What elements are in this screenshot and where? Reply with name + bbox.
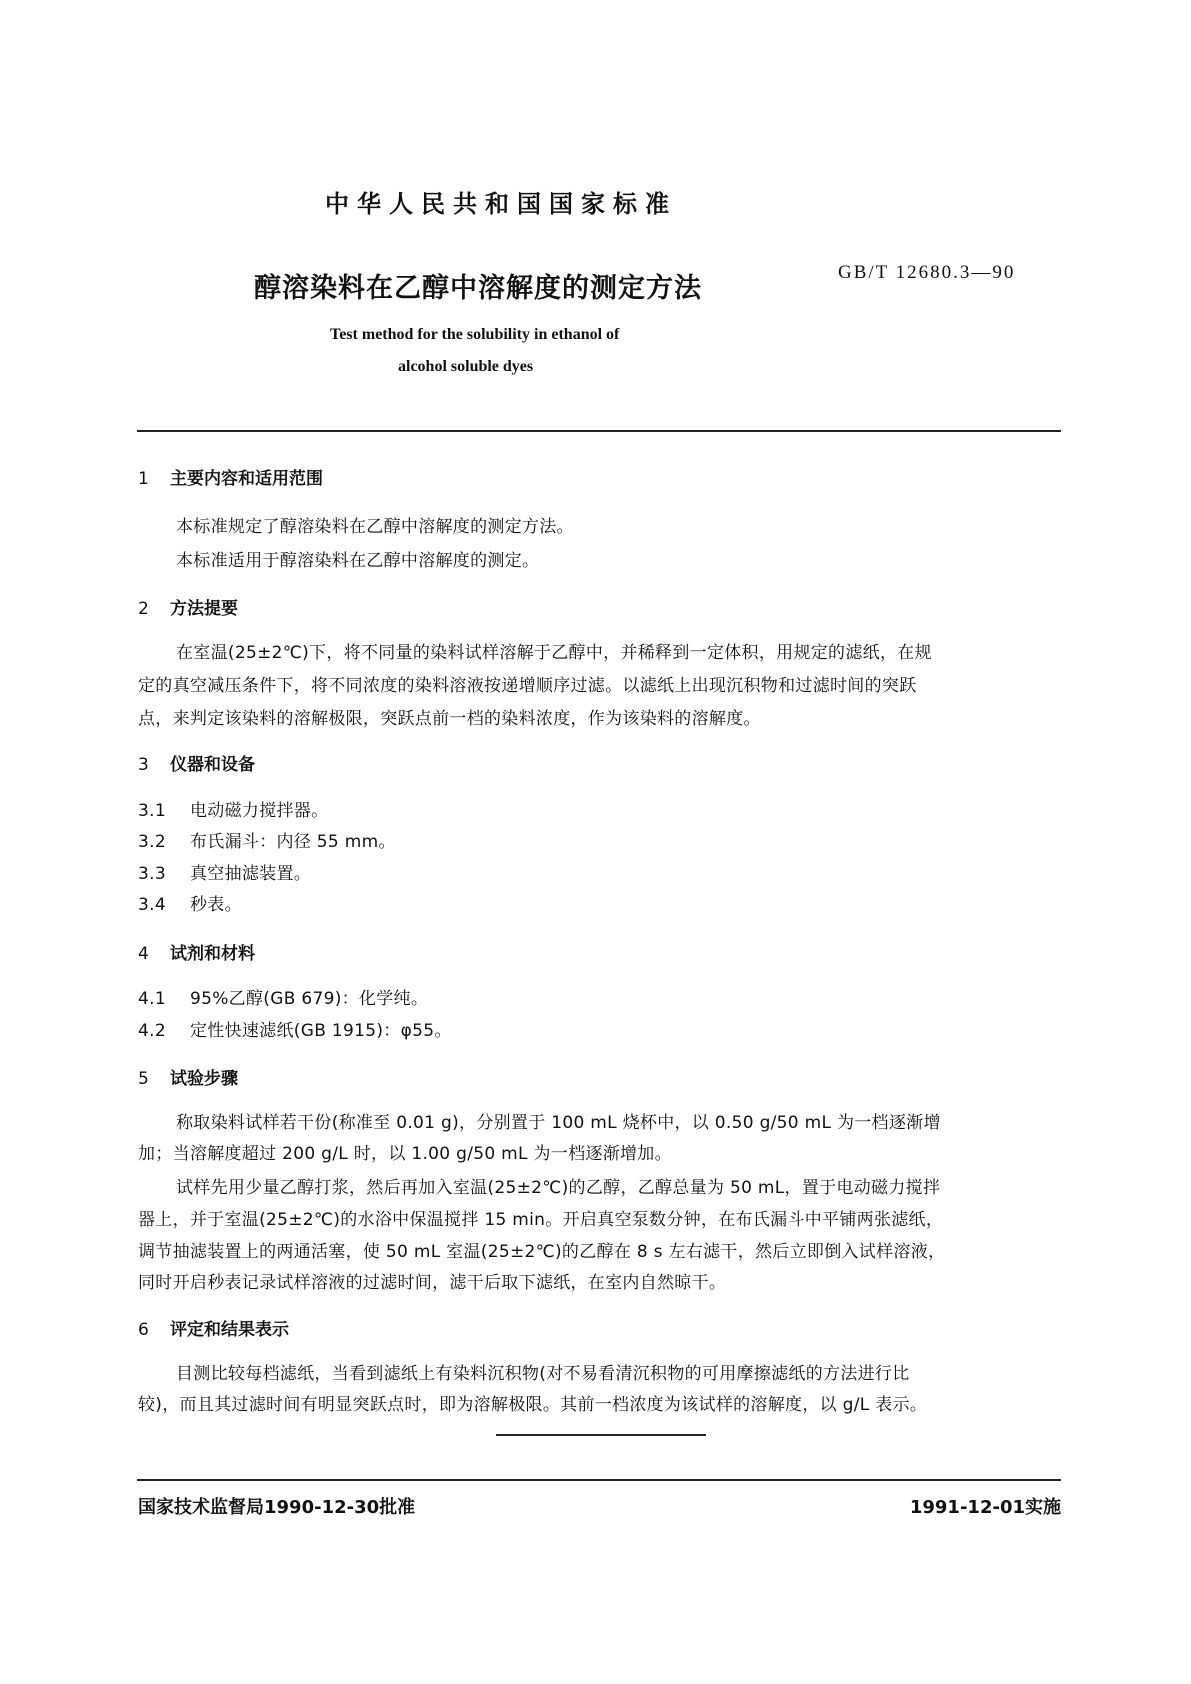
list-item: 4.2 定性快速滤纸(GB 1915)：φ55。 — [138, 1021, 452, 1041]
paragraph-line: 较)，而且其过滤时间有明显突跃点时，即为溶解极限。其前一档浓度为该试样的溶解度，以 g/L 表示。 — [138, 1395, 928, 1415]
paragraph-line: 本标准适用于醇溶染料在乙醇中溶解度的测定。 — [176, 551, 540, 571]
paragraph-line: 试样先用少量乙醇打浆，然后再加入室温(25±2℃)的乙醇，乙醇总量为 50 mL，置于电动磁力搅拌 — [176, 1178, 941, 1198]
english-title-line-2: alcohol soluble dyes — [398, 358, 534, 375]
standard-code: GB/T 12680.3—90 — [838, 262, 1016, 283]
list-item: 3.4 秒表。 — [138, 895, 242, 915]
paragraph-line: 同时开启秒表记录试样溶液的过滤时间，滤干后取下滤纸，在室内自然晾干。 — [138, 1273, 727, 1293]
english-title-line-1: Test method for the solubility in ethanol of — [330, 326, 620, 343]
paragraph-line: 加；当溶解度超过 200 g/L 时，以 1.00 g/50 mL 为一档逐渐增加。 — [138, 1144, 672, 1164]
footer-divider — [137, 1479, 1061, 1481]
paragraph-line: 目测比较每档滤纸，当看到滤纸上有染料沉积物(对不易看清沉积物的可用摩擦滤纸的方法进行比 — [176, 1364, 910, 1384]
list-item: 3.2 布氏漏斗：内径 55 mm。 — [138, 832, 396, 852]
paragraph-line: 称取染料试样若干份(称准至 0.01 g)，分别置于 100 mL 烧杯中，以 0.50 g/50 mL 为一档逐渐增 — [176, 1113, 941, 1133]
document-title: 醇溶染料在乙醇中溶解度的测定方法 — [254, 273, 702, 304]
section-3-heading: 3 仪器和设备 — [138, 755, 255, 775]
list-item: 3.1 电动磁力搅拌器。 — [138, 801, 329, 821]
paragraph-line: 器上，并于室温(25±2℃)的水浴中保温搅拌 15 min。开启真空泵数分钟，在布氏漏斗中平铺两张滤纸， — [138, 1210, 944, 1230]
list-item: 4.1 95%乙醇(GB 679)：化学纯。 — [138, 989, 429, 1009]
section-4-heading: 4 试剂和材料 — [138, 944, 255, 964]
paragraph-line: 调节抽滤装置上的两通活塞，使 50 mL 室温(25±2℃)的乙醇在 8 s 左右滤干，然后立即倒入试样溶液， — [138, 1242, 946, 1262]
section-5-heading: 5 试验步骤 — [138, 1069, 238, 1089]
effective-date: 1991-12-01实施 — [909, 1497, 1061, 1518]
section-6-heading: 6 评定和结果表示 — [138, 1320, 289, 1340]
top-divider — [137, 430, 1061, 432]
paragraph-line: 本标准规定了醇溶染料在乙醇中溶解度的测定方法。 — [176, 517, 574, 537]
section-2-heading: 2 方法提要 — [138, 599, 238, 619]
paragraph-line: 点，来判定该染料的溶解极限，突跃点前一档的染料浓度，作为该染料的溶解度。 — [138, 709, 761, 729]
list-item: 3.3 真空抽滤装置。 — [138, 864, 312, 884]
paragraph-line: 定的真空减压条件下，将不同浓度的染料溶液按递增顺序过滤。以滤纸上出现沉积物和过滤时间的突跃 — [138, 676, 917, 696]
section-1-heading: 1 主要内容和适用范围 — [138, 469, 323, 489]
approval-date: 国家技术监督局1990-12-30批准 — [138, 1497, 416, 1518]
paragraph-line: 在室温(25±2℃)下，将不同量的染料试样溶解于乙醇中，并稀释到一定体积，用规定的滤纸，在规 — [176, 643, 932, 663]
end-rule — [496, 1434, 706, 1436]
standard-header: 中华人民共和国国家标准 — [325, 190, 677, 218]
